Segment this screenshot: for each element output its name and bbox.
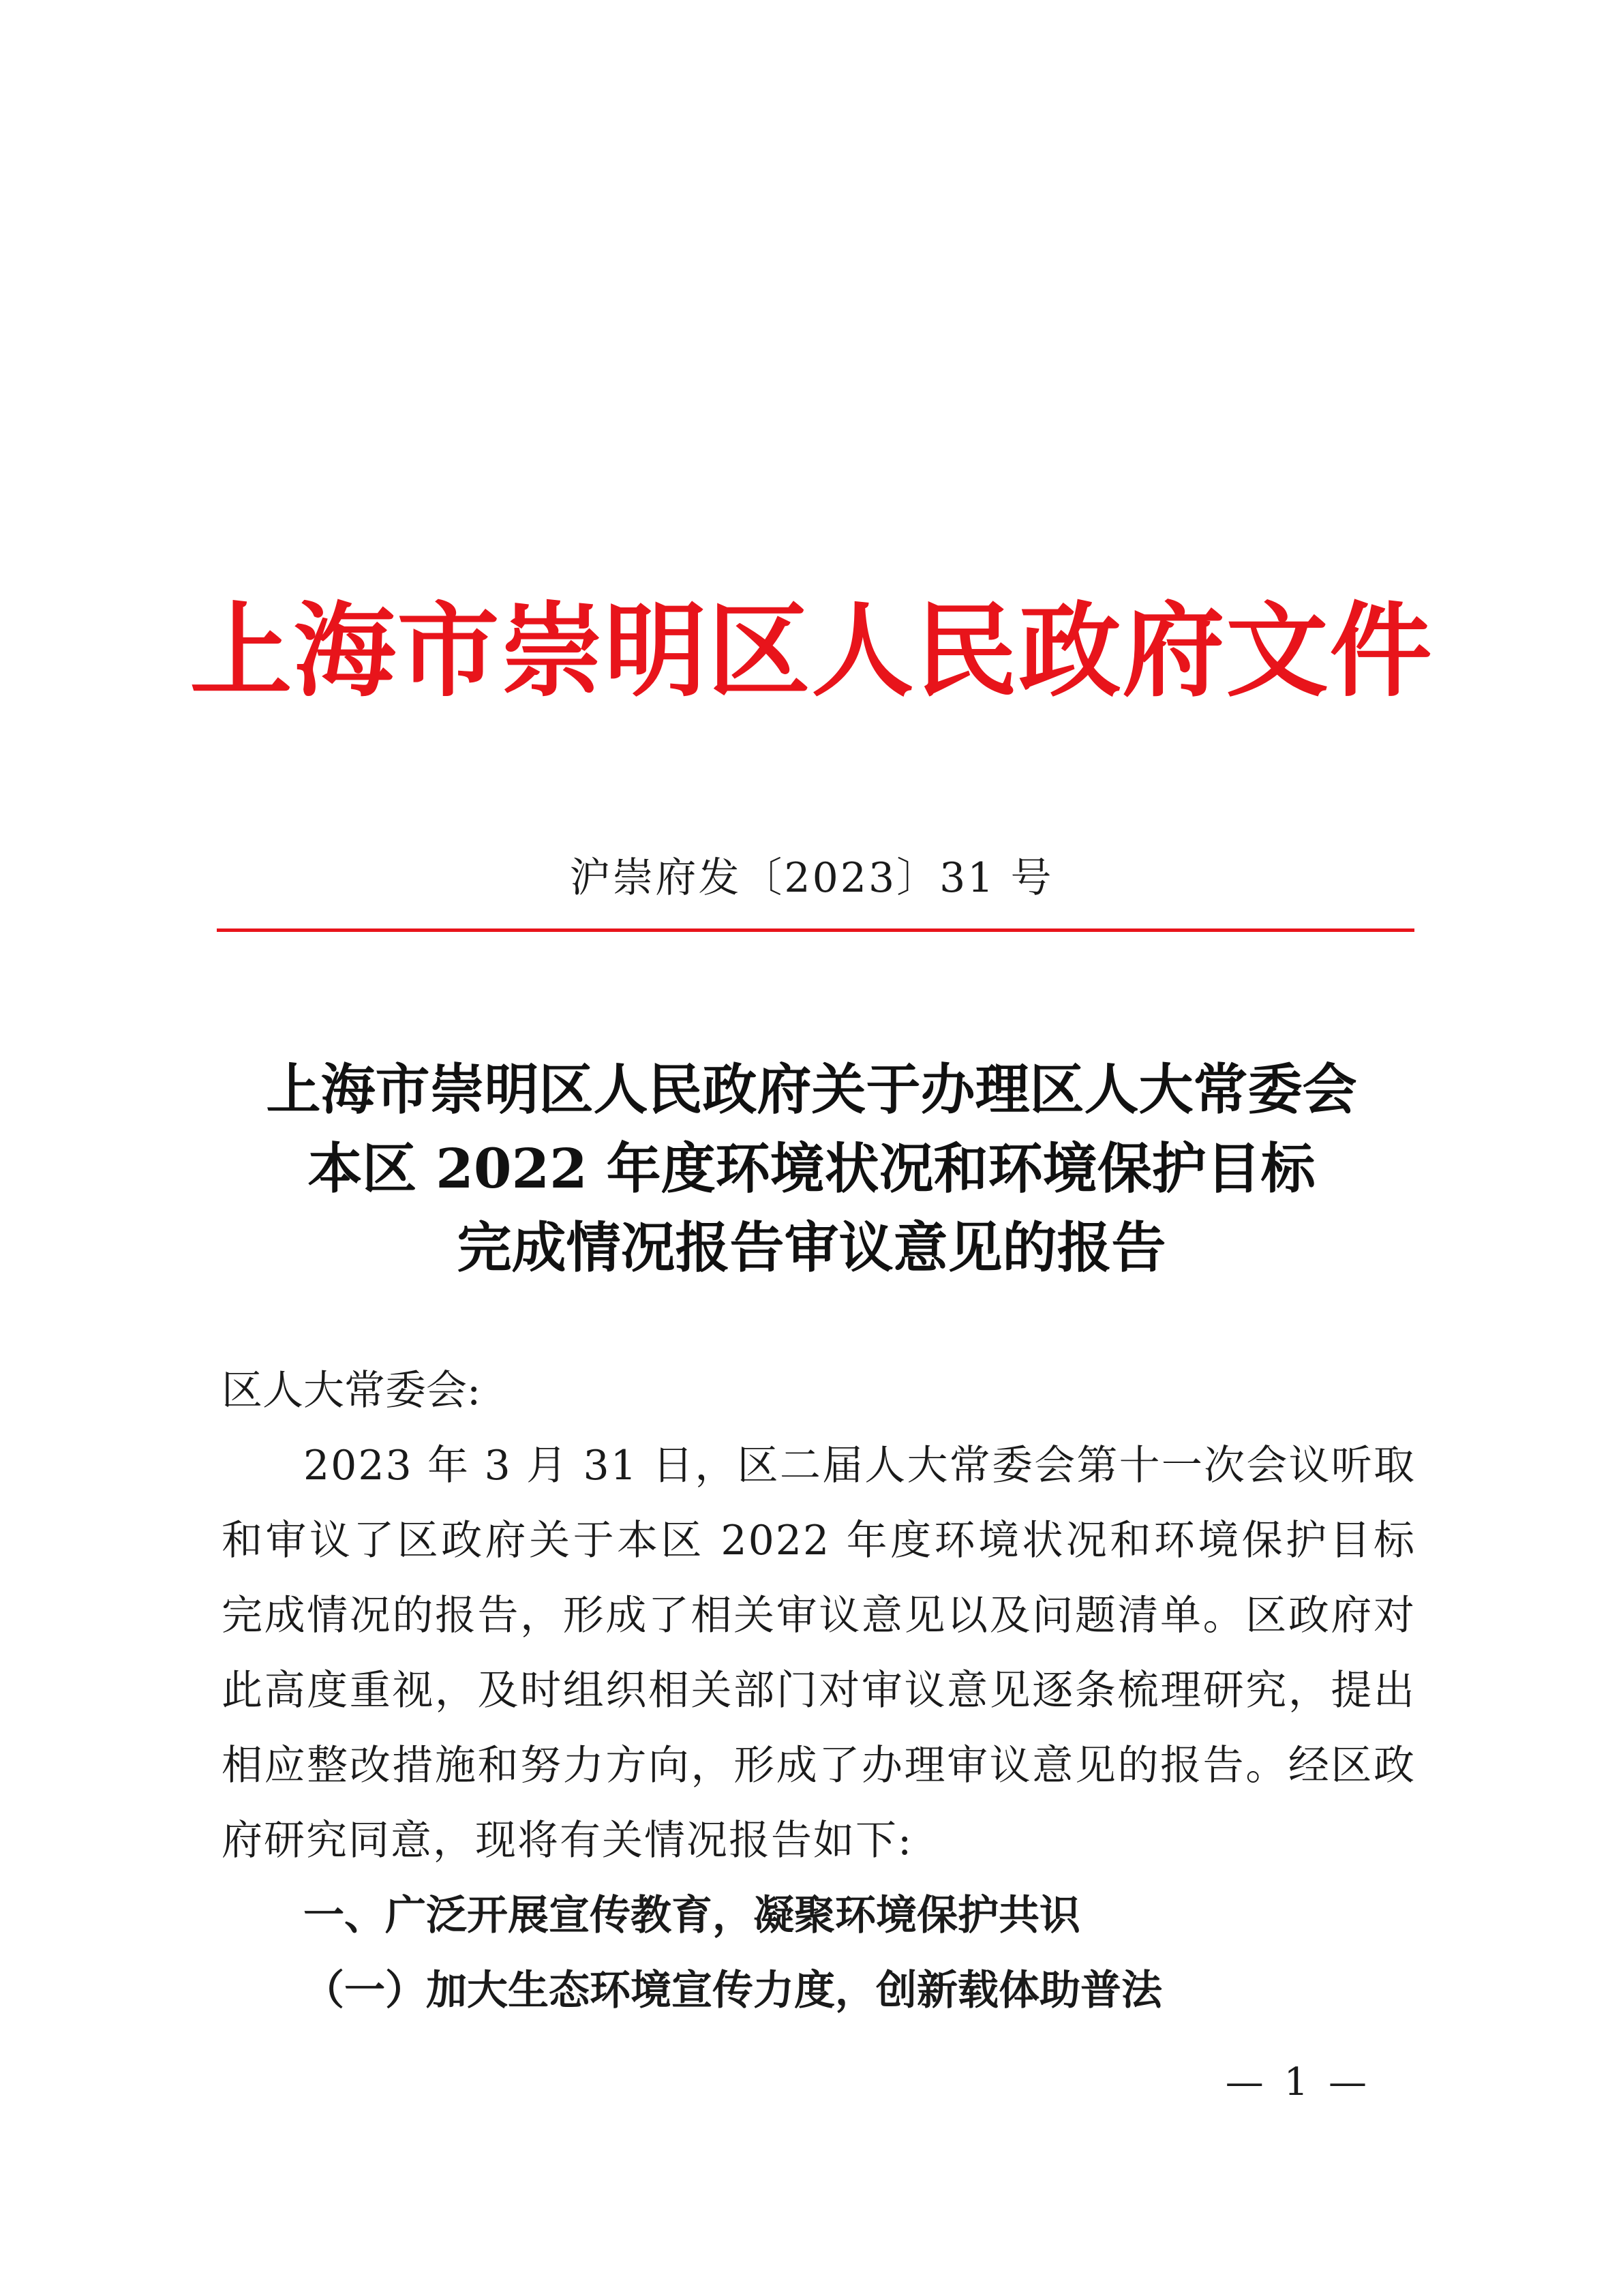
document-title-line-1: 上海市崇明区人民政府关于办理区人大常委会	[266, 1057, 1357, 1121]
document-body	[222, 1353, 1416, 2028]
document-number: 沪崇府发〔2023〕31 号	[569, 854, 1054, 902]
body-paragraph: 2023 年 3 月 31 日，区二届人大常委会第十一次会议听取和审议了区政府关于本区 2022 年度环境状况和环境保护目标完成情况的报告，形成了相关审议意见以及问题清单。区政府对此高度重视，及时组织相关部门对审议意见逐条梳理研究，提出相应整改措施和努力方向，形成了办理审议意见的报告。经区政府研究同意，现将有关情况报告如下:	[222, 1442, 1416, 1864]
document-title-line-3: 完成情况报告审议意见的报告	[457, 1215, 1166, 1280]
section-heading-1: 一、广泛开展宣传教育，凝聚环境保护共识	[303, 1892, 1080, 1939]
document-title	[0, 1050, 1623, 1287]
salutation: 区人大常委会:	[222, 1367, 481, 1415]
document-header-title: 上海市崇明区人民政府文件	[189, 591, 1434, 711]
red-divider-line	[217, 928, 1414, 932]
page-number: — 1 —	[1225, 2060, 1371, 2104]
document-title-line-2: 本区 2022 年度环境状况和环境保护目标	[307, 1136, 1316, 1200]
subsection-heading-1: （一）加大生态环境宣传力度，创新载体助普法	[303, 1967, 1162, 2014]
